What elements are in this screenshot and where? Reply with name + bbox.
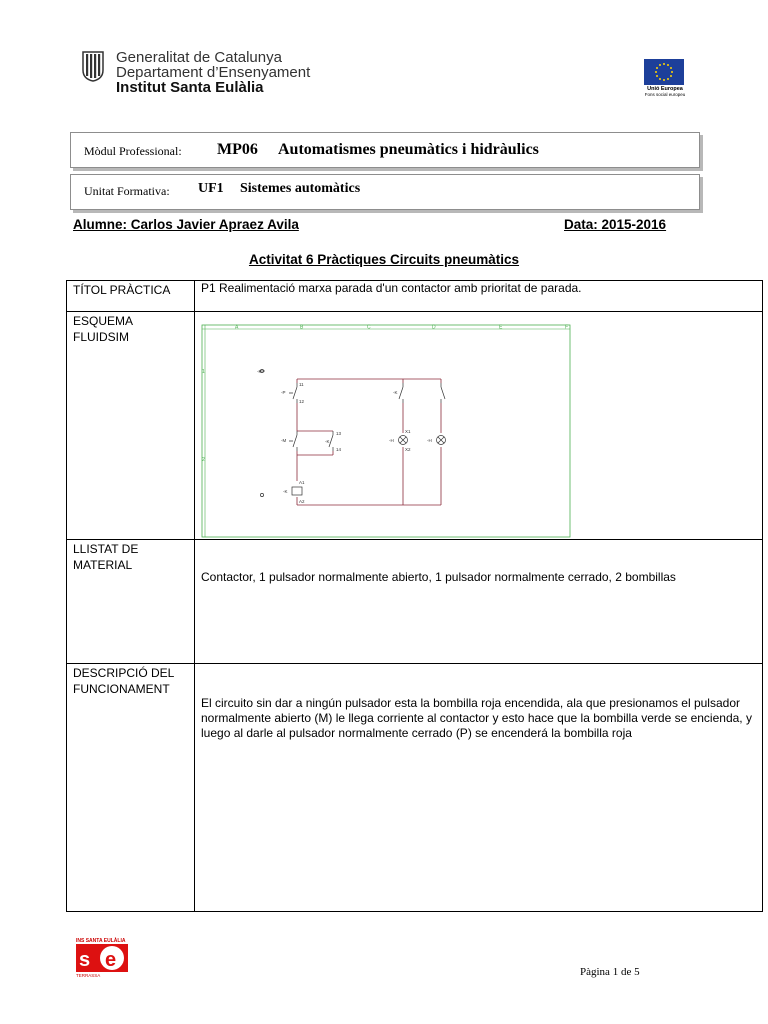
module-code: MP06: [217, 141, 258, 158]
schematic-label: -K: [393, 390, 398, 395]
activity-title: Activitat 6 Pràctiques Circuits pneumàtics: [248, 252, 520, 267]
schematic-label: 13: [336, 431, 342, 436]
row-label: ESQUEMA FLUIDSIM: [67, 312, 195, 540]
svg-text:e: e: [105, 949, 117, 971]
table-row: [67, 281, 763, 312]
col-label: D: [432, 324, 436, 331]
schematic-label: 11: [299, 382, 304, 387]
table-row: [67, 664, 763, 912]
module-label: Mòdul Professional:: [84, 144, 182, 158]
schematic-label: 12: [299, 399, 305, 404]
row-content: Contactor, 1 pulsador normalmente abierto, 1 pulsador normalmente cerrado, 2 bombillas: [195, 540, 763, 664]
fluidsim-schematic: [201, 323, 573, 539]
schematic-label: A1: [299, 480, 305, 485]
row-label: 1: [202, 369, 205, 375]
col-label: F: [565, 324, 569, 331]
unit-label: Unitat Formativa:: [84, 184, 170, 198]
col-label: A: [235, 324, 239, 331]
module-box: [70, 132, 700, 168]
schematic-label: A2: [299, 499, 305, 504]
schematic-label: -K: [325, 439, 330, 444]
generalitat-logo: [80, 50, 106, 82]
schematic-label: X1: [405, 429, 411, 434]
eu-flag-icon: [644, 59, 684, 85]
page-number: Pàgina 1 de 5: [580, 966, 640, 978]
row-content: P1 Realimentació marxa parada d'un contactor amb prioritat de parada.: [195, 281, 763, 312]
logo-text: INS SANTA EULÀLIA: [76, 938, 126, 944]
schematic-label: -H: [389, 438, 394, 443]
organization-name: [116, 50, 310, 95]
row-content: El circuito sin dar a ningún pulsador esta la bombilla roja encendida, ala que presionamos el pulsador normalmente abierto (M) le llega corriente al contactor y esto hace que la bombilla verde se encienda, y luego al darle al pulsador normalmente cerrado (P) se encenderá la bombilla roja: [195, 664, 763, 912]
org-line-1: Generalitat de Catalunya: [116, 49, 282, 66]
logo-subtext: TERRASSA: [76, 973, 101, 978]
row-label: DESCRIPCIÓ DEL FUNCIONAMENT: [67, 664, 195, 912]
schematic-label: -K: [283, 489, 288, 494]
eu-subcaption: Fons social europeu: [644, 92, 686, 97]
schematic-label: 14: [336, 447, 342, 452]
unit-box: [70, 174, 700, 210]
schematic-label: -P: [281, 390, 286, 395]
module-name: Automatismes pneumàtics i hidràulics: [278, 141, 539, 158]
row-label: TÍTOL PRÀCTICA: [67, 281, 195, 312]
col-label: E: [499, 324, 503, 331]
row-label: 2: [202, 457, 205, 463]
schematic-label: -M: [281, 438, 287, 443]
org-line-3: Institut Santa Eulàlia: [116, 79, 264, 96]
table-row: [67, 540, 763, 664]
svg-text:s: s: [79, 949, 91, 971]
student-name: Alumne: Carlos Javier Apraez Avila: [73, 217, 299, 232]
unit-code: UF1: [198, 181, 224, 196]
schematic-label: -H: [427, 438, 432, 443]
col-label: C: [367, 324, 371, 331]
institute-logo: [76, 936, 131, 978]
col-label: B: [300, 324, 304, 331]
unit-name: Sistemes automàtics: [240, 181, 361, 196]
row-label: LLISTAT DE MATERIAL: [67, 540, 195, 664]
schematic-label: X2: [405, 447, 411, 452]
eu-caption: Unió Europea: [647, 86, 683, 92]
date: Data: 2015-2016: [564, 217, 667, 232]
org-line-2: Departament d’Ensenyament: [116, 64, 311, 81]
schematic-label: -K: [257, 369, 262, 374]
